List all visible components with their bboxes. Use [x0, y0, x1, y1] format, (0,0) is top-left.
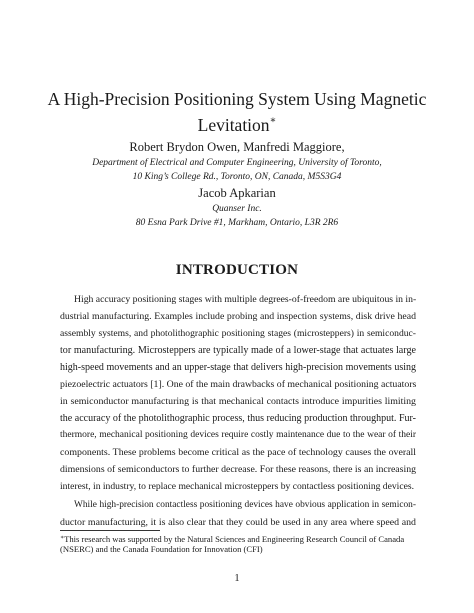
page-number: 1 [234, 573, 240, 584]
body-line-12: interest, in industry, to replace mechanical microsteppers by contactless positioning devices. [60, 481, 414, 492]
affiliation-line-4: 80 Esna Park Drive #1, Markham, Ontario, L3R 2R6 [135, 218, 339, 228]
footnote-rule [60, 530, 160, 531]
affiliation-line-3: Quanser Inc. [212, 204, 262, 214]
footnote-line-1-text: This research was supported by the Natural Sciences and Engineering Research Council of Canada [64, 534, 405, 544]
section-heading-introduction: INTRODUCTION [175, 262, 299, 278]
affiliation-line-1: Department of Electrical and Computer Engineering, University of Toronto, [92, 158, 382, 168]
body-line-9: thermore, mechanical positioning devices require costly maintenance due to the wear of their [60, 430, 416, 440]
body-line-3: assembly systems, and photolithographic positioning stages (microsteppers) in semiconduc- [60, 328, 416, 339]
title-footnote-mark: ∗ [269, 115, 277, 126]
footnote-mark: ∗ [60, 535, 65, 541]
body-line-7: in semiconductor manufacturing is that mechanical contacts introduce impurities limiting [60, 396, 416, 407]
affiliation-line-2: 10 King’s College Rd., Toronto, ON, Canada, M5S3G4 [132, 172, 342, 182]
body-line-13: While high-precision contactless positioning devices have obvious application in semicon- [74, 500, 416, 510]
body-line-2: dustrial manufacturing. Examples include probing and inspection systems, disk drive head [60, 311, 416, 322]
body-line-6: piezoelectric actuators [1]. One of the main drawbacks of mechanical positioning actuators [60, 379, 417, 390]
body-line-8: the accuracy of the photolithographic process, thus reducing production throughput. Fur- [60, 413, 416, 424]
footnote-line-2: (NSERC) and the Canada Foundation for Innovation (CFI) [60, 544, 263, 554]
paper-title-line-2-text: Levitation [197, 115, 270, 135]
body-line-4: tor manufacturing. Microsteppers are typically made of a lower-stage that actuates large [60, 345, 416, 356]
paper-title-line-2 [40, 110, 434, 136]
body-line-11: dimensions of semiconductors to further decrease. For these reasons, there is an increasing [60, 464, 416, 475]
body-line-10: components. These problems become critical as the pace of technology causes the overall [60, 447, 416, 458]
paper-title [40, 88, 434, 136]
body-line-5: high-speed movements and an upper-stage that delivers high-precision movements using [60, 362, 416, 373]
author-line-1: Robert Brydon Owen, Manfredi Maggiore, [129, 140, 345, 154]
body-line-14: ductor manufacturing, it is also clear that they could be used in any area where speed and [60, 517, 416, 528]
author-line-2: Jacob Apkarian [198, 186, 276, 200]
paper-title-line-1: A High-Precision Positioning System Using Magnetic [47, 89, 427, 109]
body-line-1: High accuracy positioning stages with multiple degrees-of-freedom are ubiquitous in in- [74, 294, 417, 305]
